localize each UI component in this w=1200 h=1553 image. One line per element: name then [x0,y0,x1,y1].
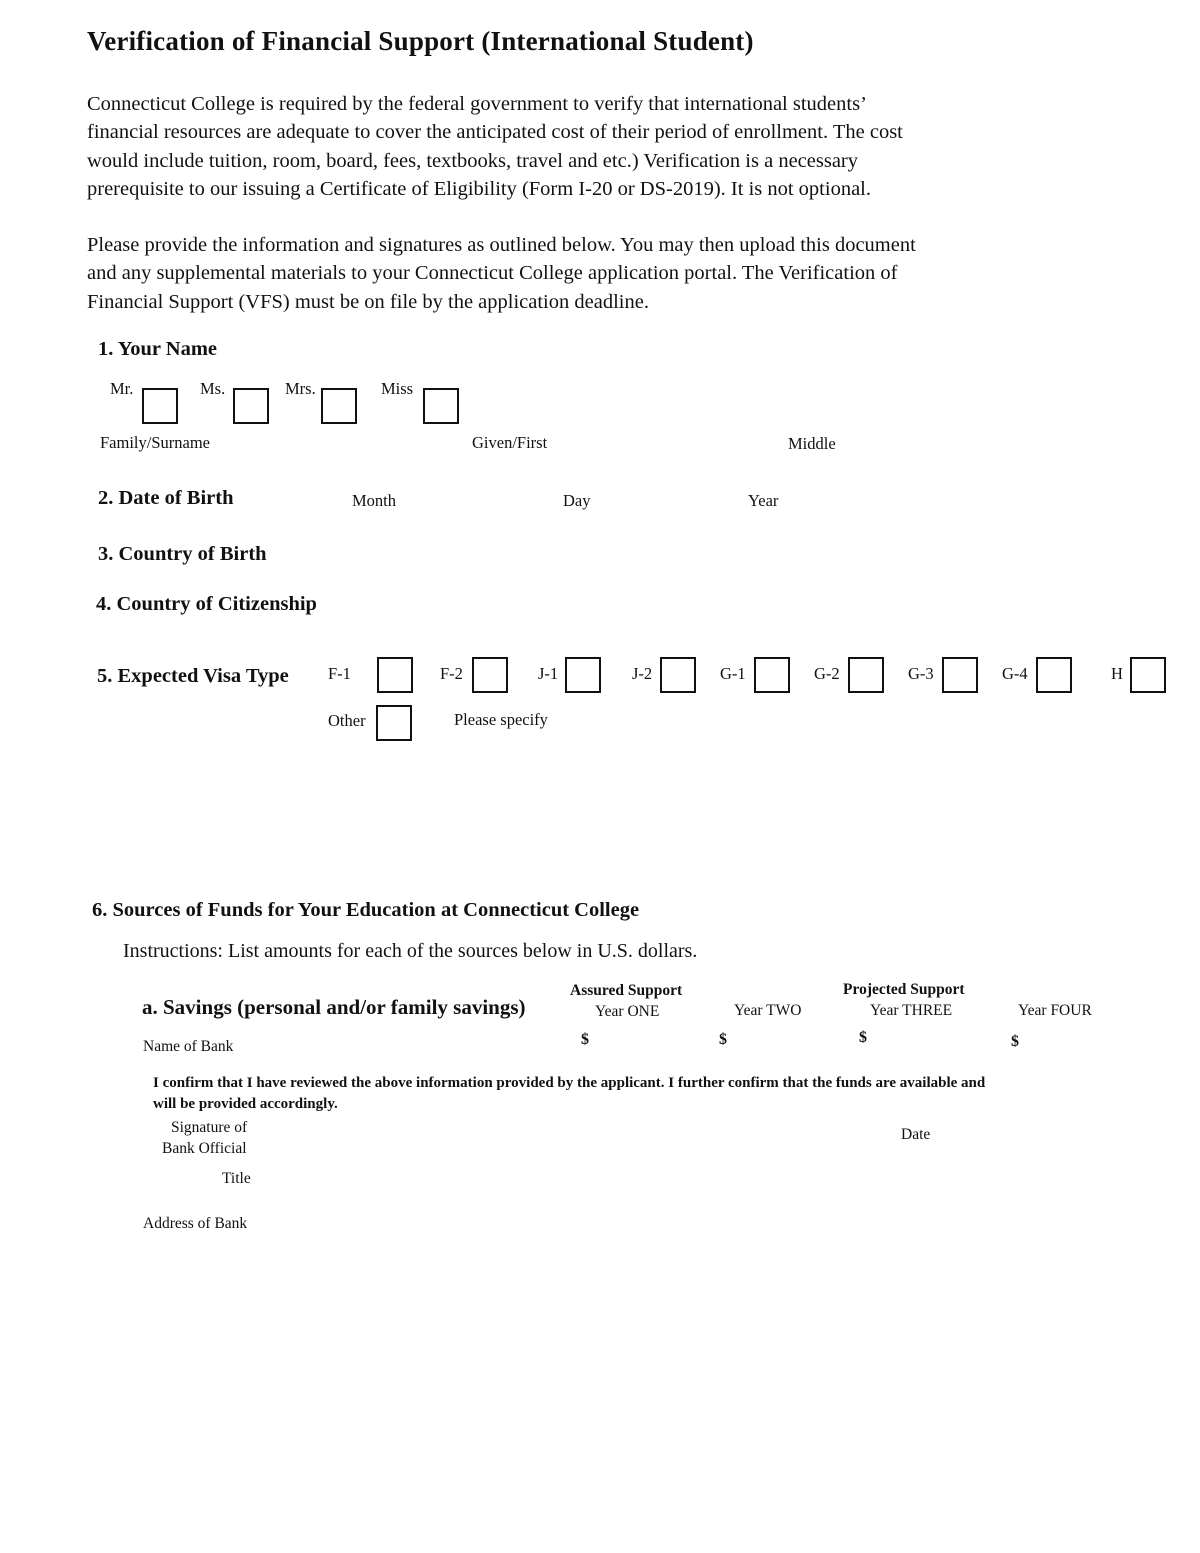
dob-month-field[interactable] [410,488,550,512]
title-mrs-checkbox[interactable] [321,388,357,424]
year-two-amount-field[interactable] [733,1030,843,1054]
intro-line: Connecticut College is required by the federal government to verify that international students’ [87,93,867,115]
title-miss-checkbox[interactable] [423,388,459,424]
middle-name-field[interactable] [788,455,1048,477]
visa-type-heading: 5. Expected Visa Type [97,665,289,687]
year-two-label: Year TWO [734,1002,802,1019]
visa-g1-checkbox[interactable] [754,657,790,693]
instructions-line: Financial Support (VFS) must be on file by the application deadline. [87,290,649,313]
country-of-birth-field[interactable] [300,544,800,568]
visa-g4-label: G-4 [1002,664,1028,683]
visa-g1-label: G-1 [720,664,746,683]
title-label: Title [222,1170,251,1187]
title-ms-checkbox[interactable] [233,388,269,424]
year-four-amount-field[interactable] [1025,1030,1145,1054]
signature-date-field[interactable] [945,1122,1125,1148]
title-mr-label: Mr. [110,379,134,398]
dob-year-label: Year [748,491,779,510]
dob-year-field[interactable] [790,488,950,512]
family-name-label: Family/Surname [100,433,210,452]
instructions-paragraph [87,231,1077,316]
signature-label-line1: Signature of [171,1119,248,1136]
given-name-field[interactable] [472,455,772,477]
title-mrs-label: Mrs. [285,379,316,398]
dob-day-field[interactable] [600,488,740,512]
projected-support-label: Projected Support [843,981,965,998]
visa-other-checkbox[interactable] [376,705,412,741]
assured-support-label: Assured Support [570,982,683,999]
visa-f1-checkbox[interactable] [377,657,413,693]
confirmation-line: will be provided accordingly. [153,1095,338,1112]
country-of-citizenship-heading: 4. Country of Citizenship [96,593,317,615]
given-name-label: Given/First [472,433,548,452]
visa-g3-label: G-3 [908,664,934,683]
visa-g4-checkbox[interactable] [1036,657,1072,693]
year-two-currency: $ [719,1031,727,1048]
bank-official-signature-field[interactable] [270,1125,870,1159]
visa-other-label: Other [328,711,366,730]
your-name-heading: 1. Your Name [98,338,218,360]
visa-specify-label: Please specify [454,710,548,729]
confirmation-line: I confirm that I have reviewed the above information provided by the applicant. I further confirm that the funds are available and [153,1075,986,1091]
year-four-currency: $ [1011,1033,1019,1050]
year-three-currency: $ [859,1029,867,1046]
country-of-birth-heading: 3. Country of Birth [98,543,267,565]
title-ms-label: Ms. [200,379,226,398]
signature-label-line2: Bank Official [162,1140,247,1157]
funds-instructions: Instructions: List amounts for each of the sources below in U.S. dollars. [123,940,698,962]
year-one-amount-field[interactable] [595,1030,705,1054]
visa-f2-label: F-2 [440,664,463,683]
intro-paragraph [87,90,1077,204]
country-of-citizenship-field[interactable] [360,594,860,618]
visa-j1-label: J-1 [538,664,559,683]
bank-address-field[interactable] [270,1210,1120,1236]
dob-month-label: Month [352,491,397,510]
middle-name-label: Middle [788,434,836,453]
dob-day-label: Day [563,491,591,510]
savings-heading: a. Savings (personal and/or family savings) [142,995,526,1019]
year-three-amount-field[interactable] [873,1028,993,1052]
year-one-currency: $ [581,1031,589,1048]
visa-h-label: H [1111,664,1123,683]
year-three-label: Year THREE [870,1002,953,1019]
date-label: Date [901,1126,931,1143]
visa-g3-checkbox[interactable] [942,657,978,693]
visa-g2-checkbox[interactable] [848,657,884,693]
bank-official-title-field[interactable] [270,1166,870,1192]
year-one-label: Year ONE [595,1003,660,1020]
visa-h-checkbox[interactable] [1130,657,1166,693]
instructions-line: Please provide the information and signatures as outlined below. You may then upload this document [87,234,916,256]
page-title: Verification of Financial Support (International Student) [87,26,754,56]
bank-confirmation-statement [153,1073,1113,1114]
visa-j2-checkbox[interactable] [660,657,696,693]
visa-f2-checkbox[interactable] [472,657,508,693]
family-name-field[interactable] [100,455,460,477]
bank-name-field[interactable] [250,1034,560,1058]
year-four-label: Year FOUR [1018,1002,1092,1019]
instructions-line: and any supplemental materials to your Connecticut College application portal. The Verification of [87,262,898,285]
visa-j1-checkbox[interactable] [565,657,601,693]
visa-j2-label: J-2 [632,664,653,683]
visa-specify-field[interactable] [570,706,990,732]
sources-of-funds-heading: 6. Sources of Funds for Your Education at Connecticut College [92,899,640,921]
intro-line: prerequisite to our issuing a Certificate of Eligibility (Form I-20 or DS-2019). It is not optional. [87,178,871,201]
visa-g2-label: G-2 [814,664,840,683]
intro-line: financial resources are adequate to cover the anticipated cost of their period of enrollment. The cost [87,121,903,144]
title-mr-checkbox[interactable] [142,388,178,424]
intro-line: would include tuition, room, board, fees, textbooks, travel and etc.) Verification is a necessary [87,149,858,172]
title-miss-label: Miss [381,379,414,398]
visa-f1-label: F-1 [328,664,351,683]
bank-address-label: Address of Bank [143,1215,248,1232]
bank-name-label: Name of Bank [143,1038,234,1055]
date-of-birth-heading: 2. Date of Birth [98,487,234,509]
